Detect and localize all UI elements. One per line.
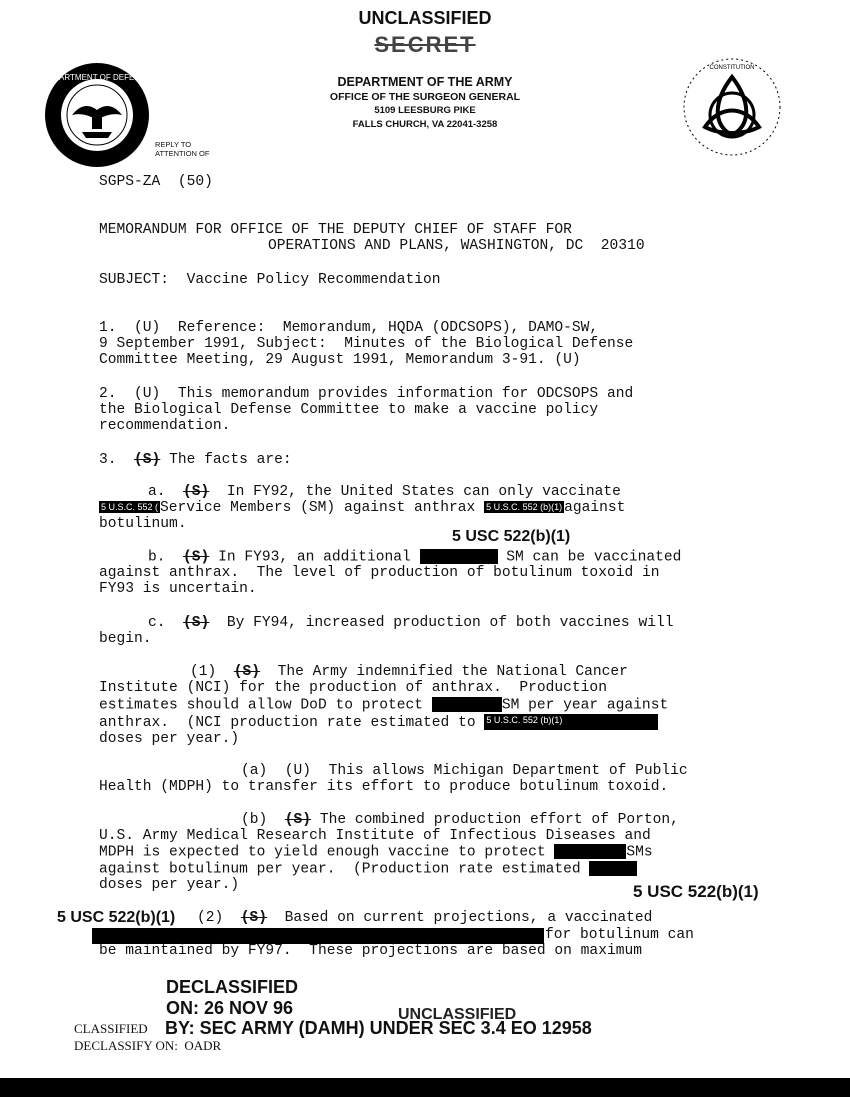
sub1-line2: Institute (NCI) for the production of anthrax. Production	[99, 680, 607, 696]
subb-line3	[99, 844, 653, 861]
suba-line1	[241, 763, 688, 780]
para-b-text1a: In FY93, an additional	[218, 549, 411, 566]
para-a-line1	[148, 484, 621, 501]
suba-text1: (U) This allows Michigan Department of Public	[284, 763, 688, 779]
subb-text3b: SMs	[626, 844, 653, 861]
sub1-line4	[99, 714, 658, 731]
city-address: FALLS CHURCH, VA 22041-3258	[352, 119, 498, 130]
para-a-line2	[99, 500, 625, 517]
classification-top: UNCLASSIFIED	[358, 8, 492, 28]
sub1-line1	[190, 664, 628, 681]
para-a-text2b: against	[564, 500, 626, 516]
office-symbol: SGPS-ZA (50)	[99, 174, 213, 190]
para2-line3: recommendation.	[99, 418, 231, 434]
para-b-line3: FY93 is uncertain.	[99, 581, 257, 597]
street-address: 5109 LEESBURG PIKE	[374, 105, 476, 116]
para1-line3: Committee Meeting, 29 August 1991, Memorandum 3-91. (U)	[99, 352, 581, 368]
reply-to: REPLY TO	[155, 140, 192, 149]
para3-line	[99, 452, 292, 469]
para3-class-mark: (S)	[134, 452, 161, 468]
memo-for-line1: MEMORANDUM FOR OFFICE OF THE DEPUTY CHIEF OF STAFF FOR	[99, 222, 572, 238]
para-c-line1	[148, 615, 673, 632]
para3-text: The facts are:	[169, 452, 292, 468]
para-a-line3: botulinum.	[99, 516, 187, 532]
para-b-label: b.	[148, 549, 166, 566]
secret-stamp: SECRET	[374, 32, 476, 57]
sub1-text3a: estimates should allow DoD to protect	[99, 697, 424, 714]
exemption-stamp-3: 5 USC 522(b)(1)	[57, 909, 176, 926]
para-c-text1: By FY94, increased production of both vaccines will	[226, 615, 674, 631]
sub2-text1: Based on current projections, a vaccinated	[284, 910, 653, 926]
declassify-on: DECLASSIFY ON: OADR	[74, 1038, 222, 1053]
classified-by: CLASSIFIED	[74, 1021, 148, 1036]
sub2-line1	[197, 910, 652, 927]
seal-text: CONSTITUTION	[709, 65, 755, 71]
subb-text4: against botulinum per year. (Production rate estimated	[99, 861, 581, 878]
declassified-authority: BY: SEC ARMY (DAMH) UNDER SEC 3.4 EO 12958	[165, 1018, 592, 1038]
scan-border	[0, 1078, 850, 1097]
exemption-stamp-2: 5 USC 522(b)(1)	[633, 882, 759, 901]
para-a-label: a.	[148, 484, 166, 500]
para-a-text1: In FY92, the United States can only vaccinate	[226, 484, 621, 500]
declassified-stamp: DECLASSIFIED	[166, 977, 299, 997]
unclassified-bottom: UNCLASSIFIED	[398, 1006, 517, 1023]
dod-seal-icon	[42, 60, 152, 170]
para-a-class-mark: (S)	[183, 484, 210, 500]
para1-line1: 1. (U) Reference: Memorandum, HQDA (ODCSOPS), DAMO-SW,	[99, 320, 599, 336]
redaction-block	[420, 549, 498, 564]
para-b-line1	[148, 549, 681, 566]
para1-line2: 9 September 1991, Subject: Minutes of the Biological Defense	[99, 336, 634, 352]
suba-line2: Health (MDPH) to transfer its effort to produce botulinum toxoid.	[99, 779, 669, 795]
redaction-block	[432, 697, 502, 712]
sub1-text4a: anthrax. (NCI production rate estimated to	[99, 714, 476, 731]
reply-block	[155, 140, 209, 158]
subb-label: (b)	[241, 812, 268, 828]
sub2-label: (2)	[197, 910, 224, 926]
exemption-stamp-1: 5 USC 522(b)(1)	[452, 528, 571, 545]
subb-line4	[99, 861, 637, 878]
redaction-block	[92, 928, 544, 944]
subb-text1: The combined production effort of Porton,	[319, 812, 679, 828]
sub2-class-mark: (S)	[240, 910, 268, 926]
para-b-line2: against anthrax. The level of production of botulinum toxoid in	[99, 565, 660, 581]
attention-of: ATTENTION OF	[155, 149, 210, 158]
para-c-class-mark: (S)	[183, 615, 210, 631]
redaction-block	[554, 844, 626, 859]
para-a-text2a: Service Members (SM) against anthrax	[160, 500, 476, 516]
memo-for-line2: OPERATIONS AND PLANS, WASHINGTON, DC 20310	[268, 238, 645, 254]
declassified-date: ON: 26 NOV 96	[166, 998, 294, 1018]
sub1-class-mark: (S)	[233, 664, 261, 680]
redaction-label: 5 U.S.C. 552 (	[101, 502, 159, 513]
sub1-line5: doses per year.)	[99, 731, 240, 747]
para-b-text1b: SM can be vaccinated	[506, 549, 682, 566]
sub1-text3b: SM per year against	[501, 697, 669, 714]
redaction-label: 5 U.S.C. 552 (b)(1)	[486, 502, 563, 513]
seal-text: DEPARTMENT OF DEFENSE	[43, 73, 151, 82]
letterhead	[230, 75, 620, 132]
suba-label: (a)	[241, 763, 268, 779]
subb-text3a: MDPH is expected to yield enough vaccine to protect	[99, 844, 546, 861]
para2-line1: 2. (U) This memorandum provides information for ODCSOPS and	[99, 386, 634, 402]
office-name: OFFICE OF THE SURGEON GENERAL	[329, 91, 521, 103]
constitution-seal-icon	[680, 55, 785, 160]
para-c-label: c.	[148, 615, 166, 631]
sub1-line3	[99, 697, 668, 714]
para-c-line2: begin.	[99, 631, 152, 647]
redaction-label: 5 U.S.C. 552 (b)(1)	[484, 714, 658, 730]
sub1-label: (1)	[190, 664, 217, 680]
subb-line5: doses per year.)	[99, 877, 240, 893]
subb-line2: U.S. Army Medical Research Institute of Infectious Diseases and	[99, 828, 651, 844]
sub2-line3: be maintained by FY97. These projections are based on maximum	[99, 943, 642, 959]
subb-class-mark: (S)	[284, 812, 312, 828]
sub1-text1: The Army indemnified the National Cancer	[277, 664, 628, 680]
para3-num: 3.	[99, 452, 117, 468]
para-b-class-mark: (S)	[183, 549, 210, 566]
subb-line1	[241, 812, 679, 829]
subject-line: SUBJECT: Vaccine Policy Recommendation	[99, 272, 441, 288]
redaction-block	[589, 861, 637, 876]
para2-line2: the Biological Defense Committee to make a vaccine policy	[99, 402, 599, 418]
dept-name: DEPARTMENT OF THE ARMY	[337, 75, 513, 89]
sub2-line2: for botulinum can	[545, 927, 694, 943]
